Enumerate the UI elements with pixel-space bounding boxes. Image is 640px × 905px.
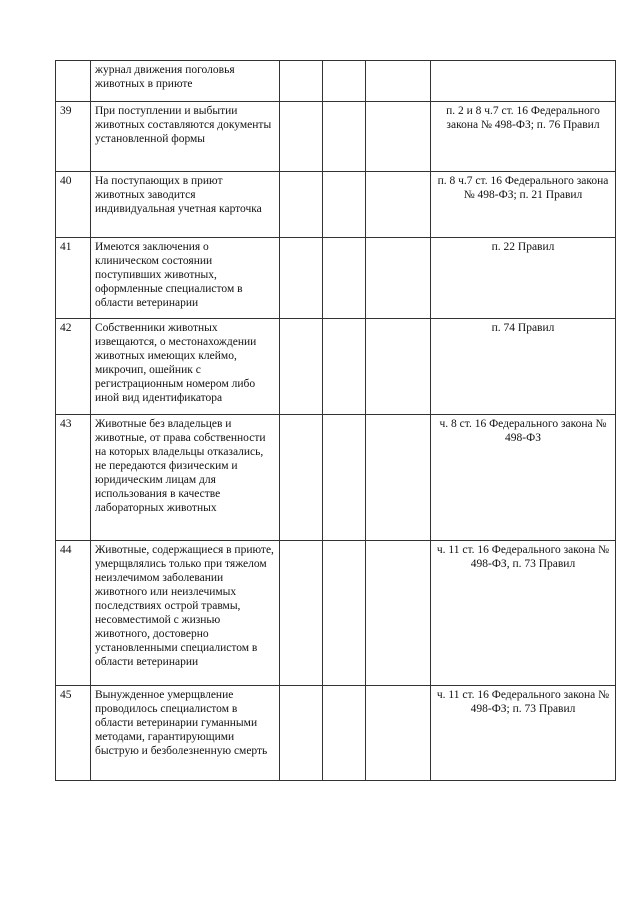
answer-no-cell [323,319,366,415]
requirement-text: На поступающих в приют животных заводится индивидуальная учетная карточка [91,172,280,238]
answer-no-cell [323,102,366,172]
table-row [56,319,616,415]
row-number: 45 [56,686,91,781]
row-number: 39 [56,102,91,172]
row-number: 40 [56,172,91,238]
legal-reference: ч. 11 ст. 16 Федерального закона № 498-ФЗ; п. 73 Правил [431,686,616,781]
row-number: 42 [56,319,91,415]
table-row [56,541,616,686]
row-number [56,61,91,102]
legal-reference [431,61,616,102]
table-row [56,238,616,319]
answer-no-cell [323,541,366,686]
table-row [56,102,616,172]
answer-no-cell [323,686,366,781]
requirement-text: Собственники животных извещаются, о местонахождении животных имеющих клеймо, микрочип, ошейник с регистрационным номером либо иной вид идентификатора [91,319,280,415]
answer-yes-cell [280,415,323,541]
answer-yes-cell [280,238,323,319]
row-number: 43 [56,415,91,541]
answer-no-cell [323,61,366,102]
answer-na-cell [366,541,431,686]
requirement-text: журнал движения поголовья животных в приюте [91,61,280,102]
answer-no-cell [323,415,366,541]
legal-reference: п. 22 Правил [431,238,616,319]
requirement-text: Вынужденное умерщвление проводилось специалистом в области ветеринарии гуманными методами, гарантирующими быструю и безболезненную смерть [91,686,280,781]
checklist-table [55,60,616,781]
answer-no-cell [323,172,366,238]
table-row [56,686,616,781]
legal-reference: п. 8 ч.7 ст. 16 Федерального закона № 498-ФЗ; п. 21 Правил [431,172,616,238]
legal-reference: ч. 8 ст. 16 Федерального закона № 498-ФЗ [431,415,616,541]
requirement-text: Имеются заключения о клиническом состоянии поступивших животных, оформленные специалистом в области ветеринарии [91,238,280,319]
answer-yes-cell [280,319,323,415]
answer-na-cell [366,61,431,102]
answer-yes-cell [280,686,323,781]
requirement-text: Животные, содержащиеся в приюте, умерщвлялись только при тяжелом неизлечимом заболевании животного или неизлечимых последствиях острой травмы, несовместимой с жизнью животного, достоверно установленными специалистом в области ветеринарии [91,541,280,686]
legal-reference: п. 2 и 8 ч.7 ст. 16 Федерального закона № 498-ФЗ; п. 76 Правил [431,102,616,172]
answer-na-cell [366,415,431,541]
answer-na-cell [366,238,431,319]
requirement-text: При поступлении и выбытии животных составляются документы установленной формы [91,102,280,172]
answer-yes-cell [280,541,323,686]
answer-na-cell [366,102,431,172]
answer-na-cell [366,172,431,238]
answer-yes-cell [280,102,323,172]
legal-reference: п. 74 Правил [431,319,616,415]
requirement-text: Животные без владельцев и животные, от права собственности на которых владельцы отказались, не передаются физическим и юридическим лицам для использования в качестве лабораторных животных [91,415,280,541]
table-row [56,172,616,238]
answer-no-cell [323,238,366,319]
row-number: 44 [56,541,91,686]
answer-na-cell [366,686,431,781]
table-row [56,61,616,102]
answer-yes-cell [280,61,323,102]
answer-na-cell [366,319,431,415]
row-number: 41 [56,238,91,319]
table-row [56,415,616,541]
answer-yes-cell [280,172,323,238]
legal-reference: ч. 11 ст. 16 Федерального закона № 498-ФЗ, п. 73 Правил [431,541,616,686]
